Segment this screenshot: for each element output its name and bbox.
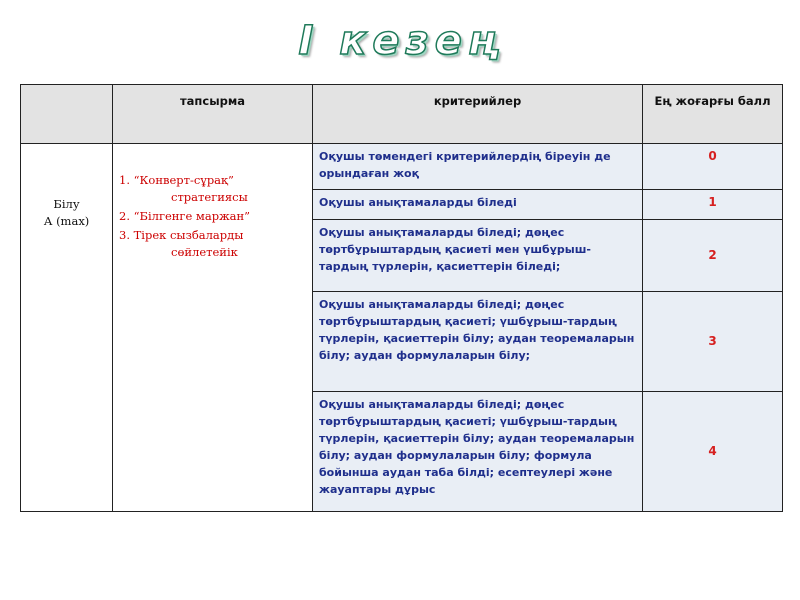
header-max-score: Ең жоғарғы балл xyxy=(643,85,783,144)
header-empty xyxy=(21,85,113,144)
task-3-head: 3. Тірек сызбаларды xyxy=(119,228,244,242)
criterion-0: Оқушы төмендегі критерийлердің біреуін де орындаған жоқ xyxy=(313,144,643,190)
level-cell xyxy=(21,144,113,512)
task-1-head: 1. “Конверт-сұрақ” xyxy=(119,173,234,187)
criterion-1: Оқушы анықтамаларды біледі xyxy=(313,190,643,220)
criterion-4: Оқушы анықтамаларды біледі; дөңес төртбұрыштардың қасиеті; үшбұрыш-тардың түрлерін, қасиеттерін білу; аудан теоремаларын білу; аудан формулаларын білу; формула бойынша аудан таба білді; есептеулері және жауаптары дұрыс xyxy=(313,392,643,512)
task-1-tail: стратегиясы xyxy=(171,190,248,204)
score-1: 1 xyxy=(643,190,783,220)
level-name: Білу xyxy=(53,197,80,211)
level-max: А (max) xyxy=(43,214,90,228)
task-3-tail: сөйлетейік xyxy=(171,245,238,259)
score-0: 0 xyxy=(643,144,783,190)
assessment-table xyxy=(20,84,783,512)
task-2-head: 2. “Білгенге маржан” xyxy=(119,209,251,223)
task-list xyxy=(119,172,306,261)
score-2: 2 xyxy=(643,220,783,292)
criterion-3: Оқушы анықтамаларды біледі; дөңес төртбұрыштардың қасиеті; үшбұрыш-тардың түрлерін, қасиеттерін білу; аудан теоремаларын білу; аудан формулаларын білу; xyxy=(313,292,643,392)
table-row xyxy=(21,144,783,190)
list-item xyxy=(119,227,306,261)
list-item xyxy=(119,208,306,225)
task-cell xyxy=(113,144,313,512)
page-title: I кезең xyxy=(298,18,502,64)
score-3: 3 xyxy=(643,292,783,392)
score-4: 4 xyxy=(643,392,783,512)
list-item xyxy=(119,172,306,206)
header-row xyxy=(21,85,783,144)
header-task: тапсырма xyxy=(113,85,313,144)
header-criteria: критерийлер xyxy=(313,85,643,144)
criterion-2: Оқушы анықтамаларды біледі; дөңес төртбұрыштардың қасиеті мен үшбұрыш-тардың түрлерін, қасиеттерін біледі; xyxy=(313,220,643,292)
